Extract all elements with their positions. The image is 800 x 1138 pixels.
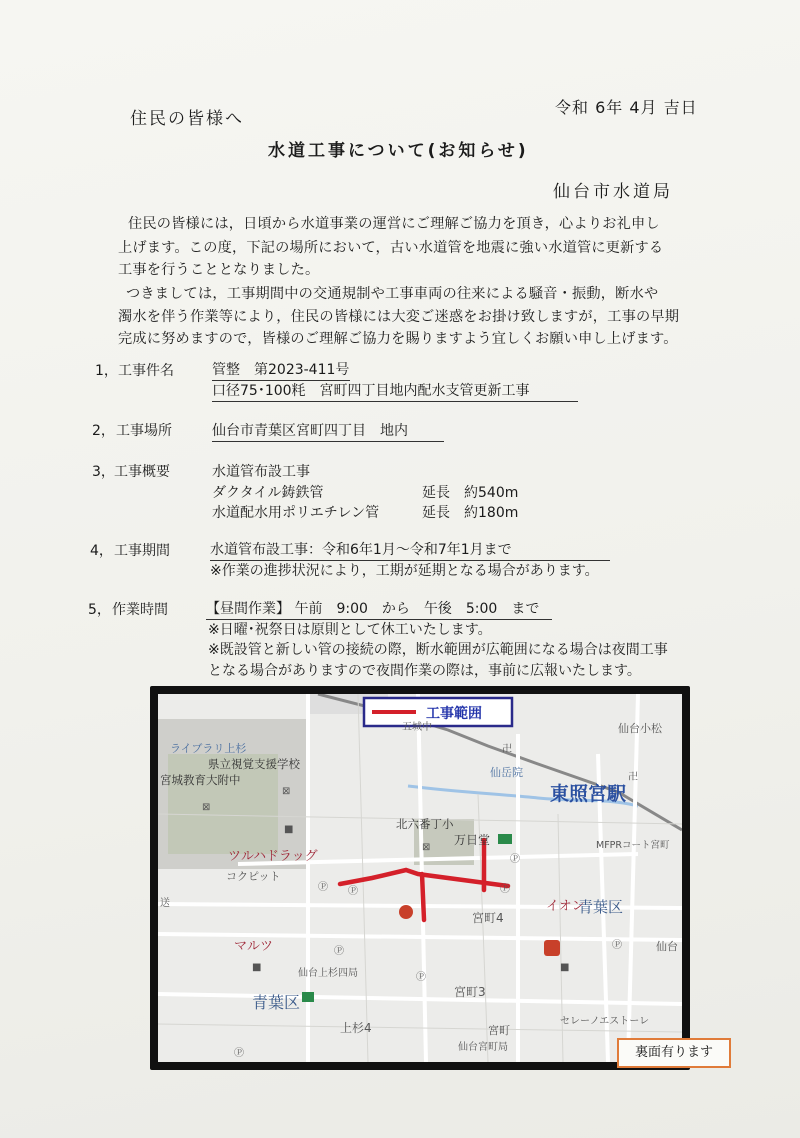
body-line-2: 上げます。この度，下記の場所において，古い水道管を地震に強い水道管に更新する <box>118 240 664 256</box>
item-number: 4， <box>90 543 113 559</box>
notice-date: 令和 6年 4月 吉日 <box>555 98 698 117</box>
map-label-junior-high: 宮城教育大附中 <box>160 773 241 787</box>
svg-text:卍: 卍 <box>502 744 512 755</box>
map-label-bus: 送 <box>160 898 170 909</box>
body-line-4: つきましては，工事期間中の交通規制や工事車両の往来による騒音・振動，断水や <box>126 286 659 302</box>
map-label-tsuruha: ツルハドラッグ <box>228 849 318 864</box>
map-label-library: ライブラリ上杉 <box>170 742 247 755</box>
map-label-miyamachi: 宮町 <box>488 1024 510 1037</box>
map-label-seleno: セレーノエストーレ <box>560 1016 650 1027</box>
recipient: 住民の皆様へ <box>130 109 244 129</box>
svg-text:Ⓟ: Ⓟ <box>234 1048 244 1059</box>
item-label-name: 工事件名 <box>118 363 174 379</box>
map-label-aoba-ku: 青葉区 <box>252 993 301 1012</box>
pipe-type-2: 水道配水用ポリエチレン管 <box>212 505 380 521</box>
map-label-kamisugi4-cho: 仙台上杉四局 <box>298 968 358 979</box>
svg-text:■: ■ <box>284 824 294 835</box>
map-label-school: 県立視覚支援学校 <box>208 757 300 771</box>
body-line-1: 住民の皆様には，日頃から水道事業の運営にご理解ご協力を頂き，心よりお礼申し <box>128 216 660 232</box>
hours-note-1: ※日曜･祝祭日は原則として休工いたします。 <box>208 622 492 638</box>
svg-text:Ⓟ: Ⓟ <box>510 854 520 865</box>
map-label-sendai-high: 仙台小松 <box>618 722 662 735</box>
svg-text:⊠: ⊠ <box>422 842 431 853</box>
svg-text:Ⓟ: Ⓟ <box>318 882 328 893</box>
hours-note-2: ※既設管と新しい管の接続の際，断水範囲が広範囲になる場合は夜間工事 <box>208 642 668 658</box>
work-summary: 水道管布設工事 <box>212 464 310 480</box>
construction-map <box>150 686 690 1070</box>
item-label-period: 工事期間 <box>114 543 170 559</box>
map-label-miyamachi4: 宮町4 <box>472 911 504 925</box>
hours-note-3: となる場合がありますので夜間作業の際は，事前に広報いたします。 <box>208 663 641 679</box>
legend-label: 工事範囲 <box>426 706 482 722</box>
body-line-6: 完成に努めますので，皆様のご理解ご協力を賜りますよう宜しくお願い申し上げます。 <box>118 331 678 347</box>
work-location: 仙台市青葉区宮町四丁目 地内 <box>212 420 444 442</box>
map-label-sengakuin: 仙岳院 <box>490 766 523 779</box>
pipe-length-1: 延長 約540m <box>422 485 519 501</box>
contract-title: 口径75･100粍 宮町四丁目地内配水支管更新工事 <box>212 380 578 402</box>
item-label-location: 工事場所 <box>116 423 172 439</box>
pipe-length-2: 延長 約180m <box>422 505 519 521</box>
notice-title: 水道工事について(お知らせ) <box>268 141 529 161</box>
svg-text:■: ■ <box>560 962 570 973</box>
work-hours: 【昼間作業】 午前 9:00 から 午後 5:00 まで <box>206 598 552 620</box>
map-label-miyamachi-post: 仙台宮町局 <box>458 1042 508 1053</box>
map-label-kamisugi4: 上杉4 <box>340 1021 372 1035</box>
item-number: 3， <box>92 464 115 480</box>
map-label-cockpit: コクピット <box>226 870 281 883</box>
sender-name: 仙台市水道局 <box>553 182 673 202</box>
work-period: 水道管布設工事：令和6年1月～令和7年1月まで <box>210 539 610 561</box>
period-note: ※作業の進捗状況により，工期が延期となる場合があります。 <box>210 563 599 579</box>
svg-text:Ⓟ: Ⓟ <box>334 946 344 957</box>
body-line-5: 濁水を伴う作業等により，住民の皆様には大変ご迷惑をお掛け致しますが，工事の早期 <box>118 309 680 325</box>
map-canvas <box>158 694 682 1062</box>
map-label-aoba-ward: 青葉区 <box>578 898 624 916</box>
svg-text:Ⓟ: Ⓟ <box>416 972 426 983</box>
map-label-mankodo: 万日堂 <box>454 833 491 847</box>
svg-text:卍: 卍 <box>628 772 638 783</box>
map-label-sendai-right: 仙台 <box>656 940 678 953</box>
svg-text:Ⓟ: Ⓟ <box>612 940 622 951</box>
item-label-summary: 工事概要 <box>114 464 170 480</box>
item-label-hours: 作業時間 <box>112 602 168 618</box>
body-line-3: 工事を行うこととなりました。 <box>118 262 320 278</box>
map-label-maruts: マルツ <box>234 939 274 954</box>
contract-number: 管整 第2023-411号 <box>212 359 350 381</box>
map-label-miyamachi3: 宮町3 <box>454 985 486 999</box>
item-number: 1， <box>95 363 118 379</box>
map-label-aoba-top: 五城中 <box>402 722 432 733</box>
svg-text:Ⓟ: Ⓟ <box>348 886 358 897</box>
map-label-aeon: イオン <box>546 899 585 914</box>
svg-text:⊠: ⊠ <box>202 802 211 813</box>
svg-text:Ⓟ: Ⓟ <box>500 884 510 895</box>
svg-text:■: ■ <box>252 962 262 973</box>
back-side-note: 裏面有ります <box>617 1038 731 1068</box>
svg-text:⊠: ⊠ <box>282 786 291 797</box>
map-label-north-six: 北六番丁小 <box>396 817 454 831</box>
map-label-mfpr: MFPRコート宮町 <box>596 840 670 851</box>
item-number: 2， <box>92 423 115 439</box>
item-number: 5， <box>88 602 111 618</box>
map-label-station: 東照宮駅 <box>550 783 627 805</box>
pipe-type-1: ダクタイル鋳鉄管 <box>212 485 324 501</box>
